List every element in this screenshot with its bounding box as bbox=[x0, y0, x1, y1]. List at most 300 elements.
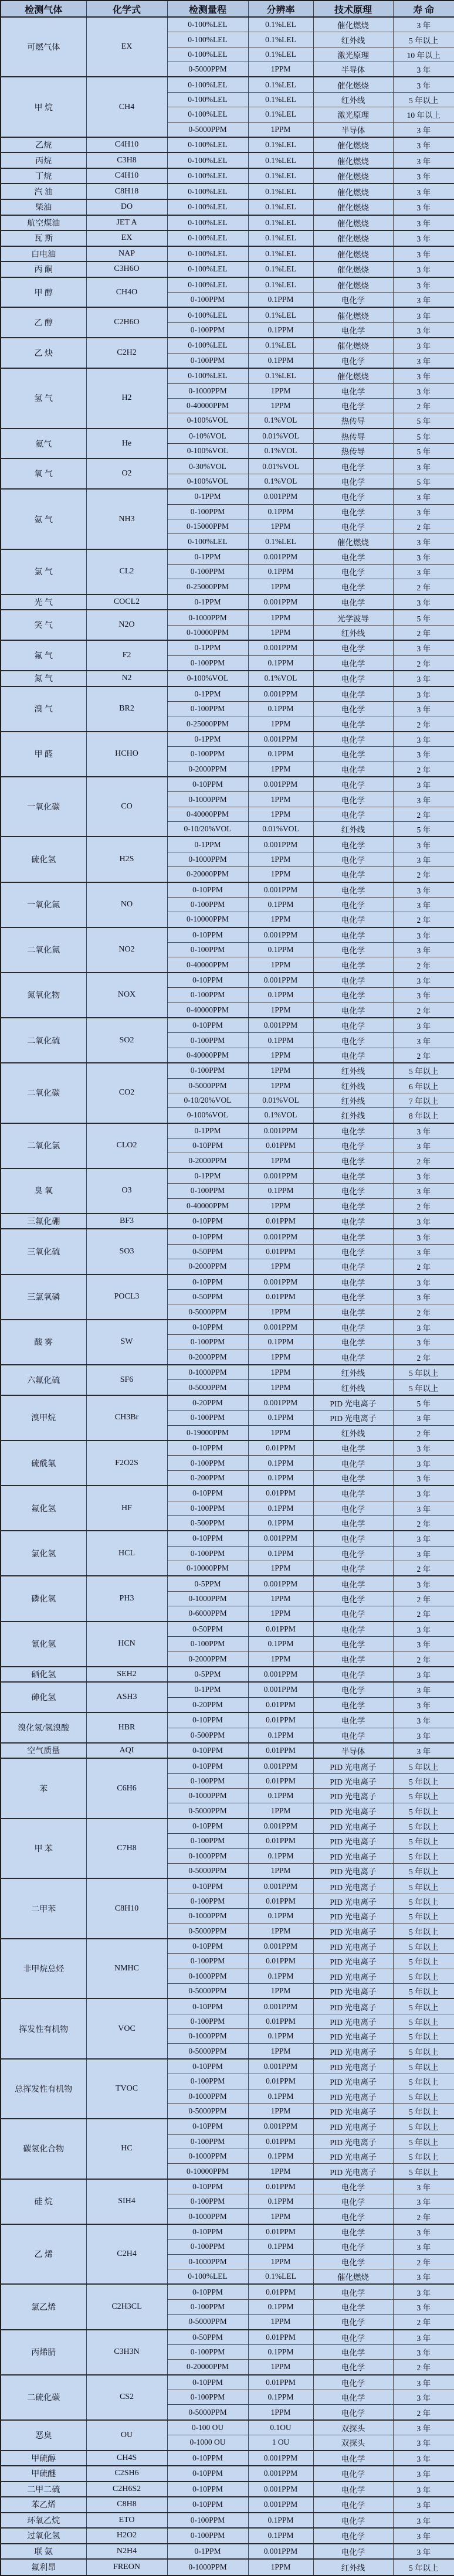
principle-cell: PID 光电离子 bbox=[313, 1773, 393, 1788]
resolution-cell: 0.1PPM bbox=[248, 2149, 313, 2163]
principle-cell: 电化学 bbox=[313, 1651, 393, 1667]
formula-cell: SO2 bbox=[86, 1018, 167, 1063]
principle-cell: PID 光电离子 bbox=[313, 1878, 393, 1894]
resolution-cell: 1PPM bbox=[248, 625, 313, 640]
table-row bbox=[1, 2284, 454, 2299]
table-row bbox=[1, 2420, 454, 2435]
range-cell: 0-100%VOL bbox=[167, 474, 248, 489]
lifespan-cell: 3 年 bbox=[393, 1411, 454, 1425]
range-cell: 0-100PPM bbox=[167, 1501, 248, 1515]
formula-cell: AQI bbox=[86, 1743, 167, 1759]
range-cell: 0-10PPM bbox=[167, 2179, 248, 2194]
table-row bbox=[1, 246, 454, 262]
principle-cell: 电化学 bbox=[313, 852, 393, 866]
range-cell: 0-1000PPM bbox=[167, 610, 248, 625]
lifespan-cell: 3 年 bbox=[393, 2435, 454, 2451]
range-cell: 0-100%LEL bbox=[167, 534, 248, 549]
table-row bbox=[1, 777, 454, 792]
lifespan-cell: 3 年 bbox=[393, 1667, 454, 1683]
range-cell: 0-100%VOL bbox=[167, 444, 248, 459]
resolution-cell: 1PPM bbox=[248, 1063, 313, 1078]
resolution-cell: 0.1%LEL bbox=[248, 215, 313, 231]
lifespan-cell: 5 年以上 bbox=[393, 1969, 454, 1983]
lifespan-cell: 3 年 bbox=[393, 702, 454, 716]
principle-cell: 催化燃烧 bbox=[313, 183, 393, 199]
range-cell: 0-10PPM bbox=[167, 2466, 248, 2482]
principle-cell: 电化学 bbox=[313, 1561, 393, 1576]
principle-cell: 催化燃烧 bbox=[313, 277, 393, 293]
range-cell: 0-10PPM bbox=[167, 1531, 248, 1546]
principle-cell: 电化学 bbox=[313, 1275, 393, 1290]
principle-cell: 电化学 bbox=[313, 579, 393, 594]
formula-cell: FREON bbox=[86, 2559, 167, 2575]
lifespan-cell: 3 年 bbox=[393, 973, 454, 988]
table-row bbox=[1, 1168, 454, 1184]
lifespan-cell: 2 年 bbox=[393, 2254, 454, 2269]
range-cell: 0-25000PPM bbox=[167, 716, 248, 732]
lifespan-cell: 2 年 bbox=[393, 655, 454, 671]
range-cell: 0-100%VOL bbox=[167, 671, 248, 687]
range-cell: 0-10PPM bbox=[167, 1440, 248, 1456]
table-row bbox=[1, 183, 454, 199]
principle-cell: 电化学 bbox=[313, 1320, 393, 1335]
resolution-cell: 1PPM bbox=[248, 1048, 313, 1063]
formula-cell: NMHC bbox=[86, 1939, 167, 1999]
range-cell: 0-1PPM bbox=[167, 640, 248, 655]
principle-cell: 催化燃烧 bbox=[313, 215, 393, 231]
lifespan-cell: 3 年 bbox=[393, 62, 454, 77]
principle-cell: 电化学 bbox=[313, 2194, 393, 2209]
lifespan-cell: 3 年 bbox=[393, 1501, 454, 1515]
resolution-cell: 0.1%LEL bbox=[248, 32, 313, 47]
principle-cell: 红外线 bbox=[313, 625, 393, 640]
range-cell: 0-100PPM bbox=[167, 1834, 248, 1848]
resolution-cell: 0.01%VOL bbox=[248, 458, 313, 474]
lifespan-cell: 5 年以上 bbox=[393, 1789, 454, 1803]
resolution-cell: 1PPM bbox=[248, 1651, 313, 1667]
lifespan-cell: 3 年 bbox=[393, 1229, 454, 1244]
gas-name-cell: 氮 气 bbox=[1, 671, 86, 687]
table-row bbox=[1, 1395, 454, 1411]
table-row bbox=[1, 640, 454, 655]
principle-cell: 催化燃烧 bbox=[313, 2269, 393, 2284]
lifespan-cell: 3 年 bbox=[393, 307, 454, 322]
table-row bbox=[1, 1576, 454, 1591]
resolution-cell: 0.1PPM bbox=[248, 702, 313, 716]
resolution-cell: 1PPM bbox=[248, 519, 313, 534]
range-cell: 0-100PPM bbox=[167, 1773, 248, 1788]
gas-name-cell: 砷化氢 bbox=[1, 1682, 86, 1712]
range-cell: 0-100PPM bbox=[167, 988, 248, 1002]
resolution-cell: 1PPM bbox=[248, 792, 313, 807]
range-cell: 0-100PPM bbox=[167, 2194, 248, 2209]
resolution-cell: 0.1PPM bbox=[248, 1728, 313, 1743]
table-row bbox=[1, 338, 454, 353]
lifespan-cell: 3 年 bbox=[393, 2513, 454, 2529]
resolution-cell: 1PPM bbox=[248, 1561, 313, 1576]
principle-cell: 电化学 bbox=[313, 293, 393, 308]
range-cell: 0-100PPM bbox=[167, 1033, 248, 1048]
range-cell: 0-1000PPM bbox=[167, 1848, 248, 1863]
principle-cell: PID 光电离子 bbox=[313, 1848, 393, 1863]
lifespan-cell: 10 年以上 bbox=[393, 47, 454, 62]
range-cell: 0-100PPM bbox=[167, 897, 248, 912]
formula-cell: NOX bbox=[86, 973, 167, 1018]
range-cell: 0-10PPM bbox=[167, 927, 248, 943]
principle-cell: 热传导 bbox=[313, 429, 393, 444]
resolution-cell: 1PPM bbox=[248, 1304, 313, 1320]
resolution-cell: 0.1PPM bbox=[248, 1501, 313, 1515]
resolution-cell: 0.001PPM bbox=[248, 1123, 313, 1139]
principle-cell: 电化学 bbox=[313, 2405, 393, 2420]
principle-cell: 电化学 bbox=[313, 1350, 393, 1365]
table-row bbox=[1, 230, 454, 246]
column-header-lifespan: 寿 命 bbox=[393, 1, 454, 17]
principle-cell: 电化学 bbox=[313, 867, 393, 882]
formula-cell: ASH3 bbox=[86, 1682, 167, 1712]
range-cell: 0-100PPM bbox=[167, 565, 248, 579]
table-row bbox=[1, 1440, 454, 1456]
lifespan-cell: 5 年以上 bbox=[393, 1878, 454, 1894]
range-cell: 0-40000PPM bbox=[167, 1048, 248, 1063]
resolution-cell: 0.1PPM bbox=[248, 1411, 313, 1425]
range-cell: 0-100PPM bbox=[167, 1546, 248, 1561]
formula-cell: C3H8 bbox=[86, 152, 167, 168]
resolution-cell: 0.001PPM bbox=[248, 2451, 313, 2466]
principle-cell: PID 光电离子 bbox=[313, 2089, 393, 2103]
principle-cell: 电化学 bbox=[313, 2375, 393, 2390]
range-cell: 0-10PPM bbox=[167, 2451, 248, 2466]
principle-cell: 电化学 bbox=[313, 792, 393, 807]
resolution-cell: 0.1%LEL bbox=[248, 307, 313, 322]
principle-cell: 电化学 bbox=[313, 957, 393, 973]
table-row bbox=[1, 2559, 454, 2575]
table-row bbox=[1, 1712, 454, 1728]
table-row bbox=[1, 199, 454, 215]
range-cell: 0-50PPM bbox=[167, 1622, 248, 1637]
gas-name-cell: 苯 bbox=[1, 1758, 86, 1818]
range-cell: 0-40000PPM bbox=[167, 1002, 248, 1018]
lifespan-cell: 3 年 bbox=[393, 261, 454, 277]
resolution-cell: 0.001PPM bbox=[248, 1819, 313, 1834]
range-cell: 0-100%LEL bbox=[167, 77, 248, 92]
formula-cell: C2H6O bbox=[86, 307, 167, 338]
principle-cell: 电化学 bbox=[313, 2224, 393, 2239]
range-cell: 0-2000PPM bbox=[167, 1153, 248, 1168]
principle-cell: 电化学 bbox=[313, 2315, 393, 2330]
range-cell: 0-10PPM bbox=[167, 1819, 248, 1834]
resolution-cell: 1PPM bbox=[248, 957, 313, 973]
formula-cell: CO2 bbox=[86, 1063, 167, 1123]
range-cell: 0-100PPM bbox=[167, 2390, 248, 2405]
table-row bbox=[1, 1123, 454, 1139]
resolution-cell: 1PPM bbox=[248, 1803, 313, 1819]
principle-cell: 电化学 bbox=[313, 519, 393, 534]
principle-cell: 电化学 bbox=[313, 1591, 393, 1606]
lifespan-cell: 5 年以上 bbox=[393, 1773, 454, 1788]
range-cell: 0-100%LEL bbox=[167, 152, 248, 168]
range-cell: 0-5000PPM bbox=[167, 2405, 248, 2420]
formula-cell: C8H18 bbox=[86, 183, 167, 199]
principle-cell: 红外线 bbox=[313, 1063, 393, 1078]
table-row bbox=[1, 2528, 454, 2544]
range-cell: 0-100%LEL bbox=[167, 277, 248, 293]
resolution-cell: 0.1PPM bbox=[248, 1909, 313, 1923]
range-cell: 0-100PPM bbox=[167, 702, 248, 716]
lifespan-cell: 2 年 bbox=[393, 398, 454, 413]
principle-cell: PID 光电离子 bbox=[313, 1758, 393, 1773]
range-cell: 0-5PPM bbox=[167, 1667, 248, 1683]
range-cell: 0-100PPM bbox=[167, 353, 248, 368]
formula-cell: BF3 bbox=[86, 1214, 167, 1229]
principle-cell: 电化学 bbox=[313, 762, 393, 777]
lifespan-cell: 5 年以上 bbox=[393, 1909, 454, 1923]
resolution-cell: 1PPM bbox=[248, 1365, 313, 1380]
lifespan-cell: 3 年 bbox=[393, 1168, 454, 1184]
resolution-cell: 0.1%LEL bbox=[248, 107, 313, 122]
range-cell: 0-5000PPM bbox=[167, 122, 248, 137]
principle-cell: 电化学 bbox=[313, 2239, 393, 2254]
gas-name-cell: 柴油 bbox=[1, 199, 86, 215]
lifespan-cell: 5 年 bbox=[393, 821, 454, 837]
resolution-cell: 0.1OU bbox=[248, 2420, 313, 2435]
resolution-cell: 0.001PPM bbox=[248, 1939, 313, 1954]
principle-cell: PID 光电离子 bbox=[313, 2149, 393, 2163]
range-cell: 0-10000PPM bbox=[167, 1561, 248, 1576]
principle-cell: PID 光电离子 bbox=[313, 1954, 393, 1969]
lifespan-cell: 3 年 bbox=[393, 897, 454, 912]
formula-cell: ETO bbox=[86, 2513, 167, 2529]
table-row bbox=[1, 1878, 454, 1894]
range-cell: 0-1000PPM bbox=[167, 1789, 248, 1803]
resolution-cell: 0.1PPM bbox=[248, 2390, 313, 2405]
principle-cell: 电化学 bbox=[313, 1304, 393, 1320]
formula-cell: C7H8 bbox=[86, 1819, 167, 1878]
lifespan-cell: 3 年 bbox=[393, 353, 454, 368]
resolution-cell: 0.1PPM bbox=[248, 293, 313, 308]
principle-cell: 催化燃烧 bbox=[313, 261, 393, 277]
gas-name-cell: 甲 醇 bbox=[1, 277, 86, 308]
table-row bbox=[1, 2466, 454, 2482]
lifespan-cell: 2 年 bbox=[393, 867, 454, 882]
resolution-cell: 0.1PPM bbox=[248, 2239, 313, 2254]
lifespan-cell: 5 年以上 bbox=[393, 2149, 454, 2163]
lifespan-cell: 3 年 bbox=[393, 1033, 454, 1048]
gas-name-cell: 汽 油 bbox=[1, 183, 86, 199]
range-cell: 0-200PPM bbox=[167, 1470, 248, 1486]
resolution-cell: 0.01PPM bbox=[248, 1834, 313, 1848]
resolution-cell: 1PPM bbox=[248, 62, 313, 77]
gas-name-cell: 硫化氢 bbox=[1, 837, 86, 882]
range-cell: 0-20PPM bbox=[167, 1697, 248, 1712]
lifespan-cell: 3 年 bbox=[393, 277, 454, 293]
formula-cell: HBR bbox=[86, 1712, 167, 1743]
principle-cell: 电化学 bbox=[313, 2544, 393, 2560]
lifespan-cell: 3 年 bbox=[393, 988, 454, 1002]
principle-cell: 电化学 bbox=[313, 777, 393, 792]
lifespan-cell: 3 年 bbox=[393, 747, 454, 762]
lifespan-cell: 3 年 bbox=[393, 504, 454, 519]
resolution-cell: 0.1PPM bbox=[248, 353, 313, 368]
range-cell: 0-5000PPM bbox=[167, 1983, 248, 1999]
resolution-cell: 0.01PPM bbox=[248, 2074, 313, 2089]
principle-cell: 电化学 bbox=[313, 655, 393, 671]
lifespan-cell: 3 年 bbox=[393, 199, 454, 215]
formula-cell: CH4 bbox=[86, 77, 167, 137]
lifespan-cell: 3 年 bbox=[393, 2390, 454, 2405]
principle-cell: PID 光电离子 bbox=[313, 1983, 393, 1999]
gas-name-cell: 二甲二硫 bbox=[1, 2482, 86, 2497]
resolution-cell: 0.001PPM bbox=[248, 2466, 313, 2482]
range-cell: 0-10000PPM bbox=[167, 912, 248, 927]
resolution-cell: 0.001PPM bbox=[248, 1878, 313, 1894]
resolution-cell: 0.001PPM bbox=[248, 927, 313, 943]
resolution-cell: 0.01%VOL bbox=[248, 821, 313, 837]
lifespan-cell: 2 年 bbox=[393, 1606, 454, 1622]
gas-name-cell: 挥发性有机物 bbox=[1, 1999, 86, 2058]
principle-cell: 催化燃烧 bbox=[313, 368, 393, 383]
gas-name-cell: 瓦 斯 bbox=[1, 230, 86, 246]
principle-cell: 红外线 bbox=[313, 2559, 393, 2575]
resolution-cell: 0.1%LEL bbox=[248, 92, 313, 107]
gas-name-cell: 乙烷 bbox=[1, 137, 86, 153]
range-cell: 0-500PPM bbox=[167, 1515, 248, 1531]
range-cell: 0-10PPM bbox=[167, 2375, 248, 2390]
resolution-cell: 0.1PPM bbox=[248, 2089, 313, 2103]
gas-name-cell: 二硫化碳 bbox=[1, 2375, 86, 2420]
lifespan-cell: 3 年 bbox=[393, 2224, 454, 2239]
formula-cell: O3 bbox=[86, 1168, 167, 1214]
lifespan-cell: 5 年以上 bbox=[393, 2164, 454, 2179]
table-row bbox=[1, 1320, 454, 1335]
table-row bbox=[1, 2482, 454, 2497]
gas-name-cell: 三氧化硫 bbox=[1, 1229, 86, 1274]
principle-cell: 催化燃烧 bbox=[313, 338, 393, 353]
resolution-cell: 0.1PPM bbox=[248, 747, 313, 762]
lifespan-cell: 3 年 bbox=[393, 293, 454, 308]
gas-name-cell: 丙烷 bbox=[1, 152, 86, 168]
lifespan-cell: 3 年 bbox=[393, 882, 454, 898]
principle-cell: 电化学 bbox=[313, 1531, 393, 1546]
range-cell: 0-10PPM bbox=[167, 2284, 248, 2299]
range-cell: 0-10000PPM bbox=[167, 625, 248, 640]
principle-cell: 电化学 bbox=[313, 565, 393, 579]
formula-cell: C2SH6 bbox=[86, 2466, 167, 2482]
resolution-cell: 1PPM bbox=[248, 1078, 313, 1093]
resolution-cell: 1PPM bbox=[248, 912, 313, 927]
resolution-cell: 1PPM bbox=[248, 2103, 313, 2119]
principle-cell: 电化学 bbox=[313, 2528, 393, 2544]
resolution-cell: 0.1PPM bbox=[248, 1033, 313, 1048]
lifespan-cell: 5 年以上 bbox=[393, 1848, 454, 1863]
lifespan-cell: 2 年 bbox=[393, 1591, 454, 1606]
lifespan-cell: 3 年 bbox=[393, 230, 454, 246]
resolution-cell: 0.1%LEL bbox=[248, 17, 313, 32]
resolution-cell: 1PPM bbox=[248, 1002, 313, 1018]
resolution-cell: 0.01PPM bbox=[248, 2284, 313, 2299]
gas-name-cell: 溴化氢/氢溴酸 bbox=[1, 1712, 86, 1743]
lifespan-cell: 3 年 bbox=[393, 837, 454, 852]
principle-cell: 电化学 bbox=[313, 1139, 393, 1153]
resolution-cell: 0.1PPM bbox=[248, 897, 313, 912]
table-row bbox=[1, 1214, 454, 1229]
gas-name-cell: 甲硫醇 bbox=[1, 2451, 86, 2466]
table-row bbox=[1, 610, 454, 625]
range-cell: 0-500PPM bbox=[167, 1728, 248, 1743]
principle-cell: 双探头 bbox=[313, 2435, 393, 2451]
lifespan-cell: 5 年以上 bbox=[393, 1983, 454, 1999]
range-cell: 0-20PPM bbox=[167, 1395, 248, 1411]
gas-name-cell: 氨 气 bbox=[1, 489, 86, 549]
formula-cell: CLO2 bbox=[86, 1123, 167, 1168]
gas-name-cell: 丙 酮 bbox=[1, 261, 86, 277]
range-cell: 0-100PPM bbox=[167, 2074, 248, 2089]
gas-name-cell: 酸 雾 bbox=[1, 1320, 86, 1365]
lifespan-cell: 3 年 bbox=[393, 17, 454, 32]
lifespan-cell: 3 年 bbox=[393, 2299, 454, 2314]
range-cell: 0-1PPM bbox=[167, 687, 248, 702]
range-cell: 0-1000PPM bbox=[167, 2149, 248, 2163]
range-cell: 0-100PPM bbox=[167, 1184, 248, 1198]
principle-cell: 电化学 bbox=[313, 504, 393, 519]
range-cell: 0-10PPM bbox=[167, 1214, 248, 1229]
table-row bbox=[1, 2224, 454, 2239]
lifespan-cell: 3 年 bbox=[393, 2451, 454, 2466]
gas-name-cell: 硅 烷 bbox=[1, 2179, 86, 2224]
lifespan-cell: 5 年 bbox=[393, 474, 454, 489]
lifespan-cell: 3 年 bbox=[393, 565, 454, 579]
principle-cell: 催化燃烧 bbox=[313, 168, 393, 184]
range-cell: 0-5000PPM bbox=[167, 62, 248, 77]
range-cell: 0-10PPM bbox=[167, 1743, 248, 1759]
gas-name-cell: 碳氢化合物 bbox=[1, 2119, 86, 2179]
principle-cell: 电化学 bbox=[313, 2209, 393, 2224]
principle-cell: 电化学 bbox=[313, 489, 393, 504]
lifespan-cell: 3 年 bbox=[393, 1184, 454, 1198]
range-cell: 0-19000PPM bbox=[167, 1425, 248, 1440]
gas-name-cell: 甲 苯 bbox=[1, 1819, 86, 1878]
resolution-cell: 0.01PPM bbox=[248, 1622, 313, 1637]
lifespan-cell: 3 年 bbox=[393, 168, 454, 184]
lifespan-cell: 2 年 bbox=[393, 2405, 454, 2420]
principle-cell: 电化学 bbox=[313, 897, 393, 912]
lifespan-cell: 5 年 bbox=[393, 444, 454, 459]
table-row bbox=[1, 307, 454, 322]
lifespan-cell: 5 年以上 bbox=[393, 1923, 454, 1939]
table-row bbox=[1, 429, 454, 444]
header-row bbox=[1, 1, 454, 17]
formula-cell: C8H8 bbox=[86, 2497, 167, 2513]
table-row bbox=[1, 2513, 454, 2529]
formula-cell: DO bbox=[86, 199, 167, 215]
lifespan-cell: 2 年 bbox=[393, 1153, 454, 1168]
range-cell: 0-100PPM bbox=[167, 2014, 248, 2028]
gas-name-cell: 臭 氧 bbox=[1, 1168, 86, 1214]
range-cell: 0-10PPM bbox=[167, 2119, 248, 2134]
lifespan-cell: 3 年 bbox=[393, 1531, 454, 1546]
resolution-cell: 0.01PPM bbox=[248, 2330, 313, 2345]
resolution-cell: 0.01PPM bbox=[248, 1486, 313, 1501]
principle-cell: 电化学 bbox=[313, 474, 393, 489]
range-cell: 0-40000PPM bbox=[167, 957, 248, 973]
range-cell: 0-40000PPM bbox=[167, 807, 248, 821]
formula-cell: NO bbox=[86, 882, 167, 927]
formula-cell: C3H3N bbox=[86, 2330, 167, 2375]
range-cell: 0-100%LEL bbox=[167, 17, 248, 32]
lifespan-cell: 5 年以上 bbox=[393, 2014, 454, 2028]
range-cell: 0-6000PPM bbox=[167, 1606, 248, 1622]
range-cell: 0-2000PPM bbox=[167, 1350, 248, 1365]
